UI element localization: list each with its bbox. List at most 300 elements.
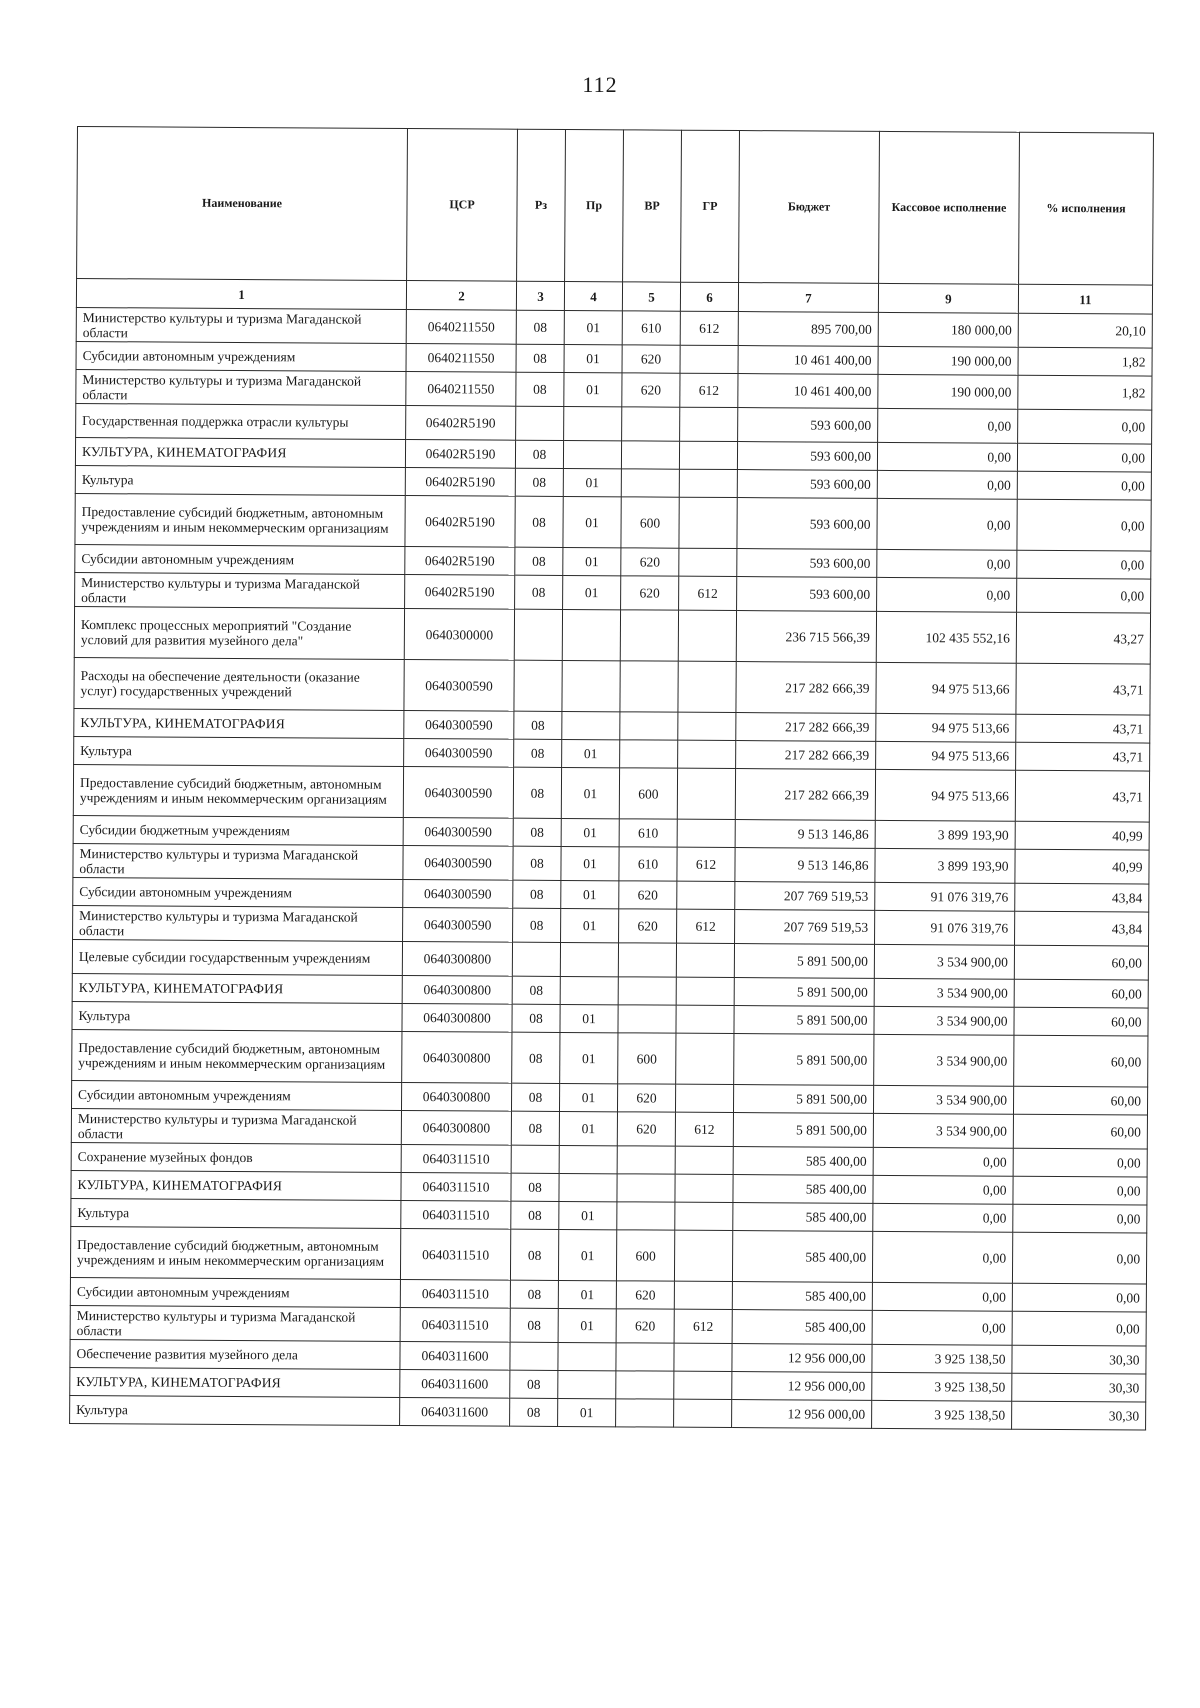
row-cash: 0,00 [873,1147,1013,1176]
row-pct: 1,82 [1018,347,1152,376]
row-rz: 08 [515,440,563,468]
row-budget: 585 400,00 [733,1203,873,1232]
header-name: Наименование [77,127,408,281]
row-name: Обеспечение развития музейного дела [70,1339,400,1369]
row-pr [560,942,618,976]
row-gr [676,1033,734,1084]
header-pct: % исполнения [1019,132,1154,285]
row-csr: 0640311510 [400,1307,510,1342]
row-rz [516,406,564,440]
row-pct: 0,00 [1013,1204,1147,1233]
row-cash: 0,00 [877,577,1017,612]
row-budget: 217 282 666,39 [736,741,876,770]
row-cash: 180 000,00 [878,312,1018,347]
row-csr: 0640300590 [404,660,514,712]
row-rz: 08 [512,1004,560,1032]
row-gr [679,469,737,497]
row-budget: 10 461 400,00 [738,374,878,409]
row-pct: 43,71 [1016,742,1150,771]
row-name: Субсидии автономным учреждениям [76,341,406,371]
row-budget: 217 282 666,39 [735,769,875,821]
row-gr: 612 [680,311,738,345]
row-vr [620,740,678,768]
row-pct: 43,71 [1015,770,1149,822]
row-pr: 01 [558,1229,616,1280]
table-row [72,1029,1148,1087]
row-vr [616,1371,674,1399]
row-gr [675,1084,733,1112]
header-cash: Кассовое исполнение [879,131,1020,284]
row-pr: 01 [561,880,619,908]
row-gr [678,661,736,712]
row-cash: 3 899 193,90 [875,820,1015,849]
row-rz: 08 [512,1032,560,1083]
row-pct: 60,00 [1013,1114,1147,1149]
row-cash: 94 975 513,66 [876,741,1016,770]
row-csr: 0640311600 [400,1369,510,1398]
row-pct: 0,00 [1017,443,1151,472]
row-pct: 43,84 [1015,883,1149,912]
row-pr [559,1173,617,1201]
row-gr [678,712,736,740]
row-name: КУЛЬТУРА, КИНЕМАТОГРАФИЯ [74,708,404,738]
row-cash: 3 925 138,50 [872,1344,1012,1373]
row-pr: 01 [558,1308,616,1342]
row-pct: 40,99 [1015,849,1149,884]
row-vr: 610 [619,819,677,847]
column-number: 6 [680,282,738,311]
row-rz: 08 [510,1308,558,1342]
row-name: Министерство культуры и туризма Магаданской области [71,1108,401,1144]
row-name: Министерство культуры и туризма Магаданской области [73,843,403,879]
row-vr: 620 [622,345,680,373]
table-row [70,1395,1146,1430]
row-pr: 01 [563,468,621,496]
row-name: КУЛЬТУРА, КИНЕМАТОГРАФИЯ [72,973,402,1003]
row-budget: 585 400,00 [732,1231,872,1283]
row-vr [621,469,679,497]
row-pct: 0,00 [1012,1311,1146,1346]
row-budget: 9 513 146,86 [735,820,875,849]
row-name: Государственная поддержка отрасли культуры [76,403,406,439]
row-pr: 01 [561,908,619,942]
row-pct: 43,27 [1016,612,1150,664]
row-cash: 0,00 [872,1231,1012,1283]
row-gr [675,1174,733,1202]
row-budget: 593 600,00 [738,408,878,443]
row-rz: 08 [513,880,561,908]
header-pr: Пр [565,129,624,281]
row-pct: 0,00 [1017,578,1151,613]
row-csr: 0640300590 [403,880,513,909]
table-row [70,1226,1146,1284]
row-budget: 593 600,00 [737,498,877,550]
row-name: Предоставление субсидий бюджетным, автономным учреждениям и иным некоммерческим организациям [75,493,405,546]
row-cash: 102 435 552,16 [876,611,1016,663]
row-rz: 08 [515,575,563,609]
row-pct: 60,00 [1014,945,1148,980]
row-cash: 91 076 319,76 [875,882,1015,911]
row-name: Субсидии автономным учреждениям [70,1277,400,1307]
row-name: Культура [71,1198,401,1228]
row-csr: 0640311510 [400,1228,510,1280]
row-cash: 0,00 [872,1310,1012,1345]
row-gr [678,740,736,768]
row-name: КУЛЬТУРА, КИНЕМАТОГРАФИЯ [75,437,405,467]
row-vr: 620 [616,1309,674,1343]
row-budget: 5 891 500,00 [734,1006,874,1035]
row-name: Субсидии бюджетным учреждениям [73,815,403,845]
row-vr [617,1174,675,1202]
row-name: Предоставление субсидий бюджетным, автономным учреждениям и иным некоммерческим организациям [70,1226,400,1279]
row-rz: 08 [511,1173,559,1201]
row-cash: 0,00 [877,442,1017,471]
row-pct: 60,00 [1013,1086,1147,1115]
row-cash: 0,00 [873,1203,1013,1232]
row-csr: 0640300800 [401,1111,511,1146]
row-gr [675,1146,733,1174]
row-pr: 01 [559,1201,617,1229]
row-cash: 3 534 900,00 [874,944,1014,979]
row-gr [676,943,734,977]
row-vr: 620 [621,548,679,576]
row-pr: 01 [564,344,622,372]
row-cash: 3 534 900,00 [873,1085,1013,1114]
row-gr [680,345,738,373]
row-csr: 0640211550 [406,344,516,373]
table-row [73,764,1149,822]
row-csr: 0640300590 [404,739,514,768]
row-pr [560,976,618,1004]
row-rz: 08 [515,547,563,575]
row-vr [622,407,680,441]
row-csr: 06402R5190 [405,440,515,469]
row-budget: 5 891 500,00 [734,944,874,979]
row-rz: 08 [510,1398,558,1426]
row-cash: 0,00 [877,498,1017,550]
row-name: Культура [74,736,404,766]
header-row [77,127,1154,286]
row-pr: 01 [558,1280,616,1308]
row-budget: 12 956 000,00 [732,1372,872,1401]
row-budget: 5 891 500,00 [733,1085,873,1114]
row-vr: 620 [616,1281,674,1309]
header-budget: Бюджет [739,131,880,284]
row-gr [679,497,737,548]
row-budget: 12 956 000,00 [732,1344,872,1373]
row-vr [617,1146,675,1174]
row-budget: 593 600,00 [737,577,877,612]
row-cash: 94 975 513,66 [876,662,1016,714]
row-pr [559,1145,617,1173]
row-rz: 08 [511,1083,559,1111]
row-cash: 0,00 [872,1282,1012,1311]
row-rz: 08 [511,1201,559,1229]
row-csr: 06402R5190 [405,547,515,576]
row-rz: 08 [513,767,561,818]
row-vr: 600 [618,1033,676,1084]
row-pr: 01 [558,1398,616,1426]
row-name: Культура [72,1001,402,1031]
row-cash: 0,00 [878,408,1018,443]
row-pr: 01 [561,846,619,880]
row-pct: 0,00 [1013,1148,1147,1177]
row-pct: 0,00 [1012,1283,1146,1312]
row-rz: 08 [510,1280,558,1308]
row-vr [616,1343,674,1371]
row-budget: 207 769 519,53 [735,910,875,945]
row-cash: 190 000,00 [878,346,1018,375]
row-rz: 08 [515,468,563,496]
row-cash: 0,00 [877,549,1017,578]
column-number: 9 [878,283,1018,313]
row-pr: 01 [559,1083,617,1111]
row-name: Предоставление субсидий бюджетным, автономным учреждениям и иным некоммерческим организациям [73,764,403,817]
row-budget: 207 769 519,53 [735,882,875,911]
row-budget: 5 891 500,00 [734,978,874,1007]
row-pr: 01 [561,767,619,818]
table-row [74,657,1150,715]
row-csr: 0640311510 [400,1279,510,1308]
row-pct: 43,71 [1016,714,1150,743]
row-rz: 08 [510,1370,558,1398]
row-name: Культура [75,465,405,495]
table-row [75,493,1151,551]
row-pct: 0,00 [1013,1176,1147,1205]
row-pr [563,440,621,468]
row-name: Расходы на обеспечение деятельности (оказание услуг) государственных учреждений [74,657,404,710]
row-vr [620,610,678,661]
row-csr: 06402R5190 [405,496,515,548]
row-name: Министерство культуры и туризма Магаданской области [73,905,403,941]
row-gr [680,407,738,441]
row-csr: 0640311510 [401,1172,511,1201]
row-rz: 08 [516,310,564,344]
row-gr [677,768,735,819]
column-number: 3 [516,281,564,310]
row-rz: 08 [514,711,562,739]
row-vr: 620 [619,909,677,943]
row-vr: 600 [619,768,677,819]
row-vr: 620 [621,576,679,610]
row-cash: 3 925 138,50 [872,1372,1012,1401]
row-gr [677,881,735,909]
row-vr [618,977,676,1005]
row-vr: 600 [616,1230,674,1281]
row-budget: 5 891 500,00 [733,1113,873,1148]
row-vr: 620 [617,1112,675,1146]
row-cash: 3 899 193,90 [875,848,1015,883]
row-csr: 0640300590 [404,711,514,740]
column-number: 2 [406,281,516,311]
row-pr: 01 [564,310,622,344]
row-pr [562,660,620,711]
column-number: 1 [76,279,406,310]
row-name: Министерство культуры и туризма Магаданской области [76,369,406,405]
row-vr: 620 [617,1084,675,1112]
row-csr: 0640300800 [402,942,512,977]
row-budget: 236 715 566,39 [736,611,876,663]
row-pct: 0,00 [1017,471,1151,500]
header-rz: Рз [517,129,566,281]
row-csr: 06402R5190 [406,406,516,441]
row-vr: 610 [622,311,680,345]
row-name: Целевые субсидии государственным учреждениям [72,939,402,975]
row-pr [558,1342,616,1370]
row-pr: 01 [560,1032,618,1083]
row-rz: 08 [510,1229,558,1280]
row-vr: 610 [619,847,677,881]
row-csr: 0640300590 [403,818,513,847]
row-rz: 08 [515,496,563,547]
row-gr [675,1202,733,1230]
row-rz [512,942,560,976]
row-name: Министерство культуры и туризма Магаданской области [70,1305,400,1341]
row-rz [511,1145,559,1173]
row-csr: 0640311600 [400,1397,510,1426]
row-pct: 30,30 [1012,1345,1146,1374]
row-gr [676,1005,734,1033]
row-name: КУЛЬТУРА, КИНЕМАТОГРАФИЯ [71,1170,401,1200]
row-csr: 0640211550 [406,372,516,407]
row-pct: 60,00 [1014,979,1148,1008]
row-vr [620,661,678,712]
row-vr [618,943,676,977]
row-pr: 01 [563,575,621,609]
row-gr [679,548,737,576]
row-name: Предоставление субсидий бюджетным, автономным учреждениям и иным некоммерческим организациям [72,1029,402,1082]
row-gr [674,1230,732,1281]
row-rz: 08 [511,1111,559,1145]
row-gr: 612 [680,373,738,407]
row-rz: 08 [513,908,561,942]
row-pct: 0,00 [1012,1232,1146,1284]
row-vr: 600 [621,497,679,548]
row-name: Субсидии автономным учреждениям [71,1080,401,1110]
row-cash: 3 534 900,00 [874,1006,1014,1035]
row-budget: 895 700,00 [738,312,878,347]
row-gr [676,977,734,1005]
row-gr [674,1343,732,1371]
row-name: Сохранение музейных фондов [71,1142,401,1172]
row-pr: 01 [563,496,621,547]
row-rz [514,660,562,711]
row-vr [618,1005,676,1033]
row-pct: 60,00 [1014,1035,1148,1087]
column-number: 5 [622,282,680,311]
row-pr [558,1370,616,1398]
row-budget: 5 891 500,00 [734,1034,874,1086]
row-name: Культура [70,1395,400,1425]
row-pr: 01 [563,547,621,575]
row-gr [678,610,736,661]
row-cash: 3 534 900,00 [874,1034,1014,1086]
row-budget: 585 400,00 [733,1175,873,1204]
row-cash: 190 000,00 [878,374,1018,409]
row-name: КУЛЬТУРА, КИНЕМАТОГРАФИЯ [70,1367,400,1397]
column-number: 7 [738,283,878,313]
row-csr: 0640311600 [400,1341,510,1370]
row-gr [677,819,735,847]
row-name: Министерство культуры и туризма Магаданской области [76,307,406,343]
row-cash: 3 534 900,00 [873,1113,1013,1148]
row-budget: 217 282 666,39 [736,713,876,742]
row-pct: 60,00 [1014,1007,1148,1036]
row-rz: 08 [516,372,564,406]
row-name: Комплекс процессных мероприятий "Создание условий для развития музейного дела" [74,606,404,659]
row-pr [564,406,622,440]
row-gr [674,1281,732,1309]
row-csr: 0640300800 [402,1004,512,1033]
row-rz [514,609,562,660]
row-budget: 217 282 666,39 [736,662,876,714]
row-csr: 06402R5190 [405,575,515,610]
row-budget: 585 400,00 [733,1147,873,1176]
row-gr [679,441,737,469]
table-body [70,307,1153,1430]
row-name: Субсидии автономным учреждениям [73,877,403,907]
row-csr: 0640300000 [404,609,514,661]
row-csr: 0640300800 [402,976,512,1005]
row-budget: 9 513 146,86 [735,848,875,883]
row-rz [510,1342,558,1370]
row-rz: 08 [512,976,560,1004]
row-gr: 612 [677,847,735,881]
row-pr: 01 [559,1111,617,1145]
row-pr: 01 [564,372,622,406]
row-budget: 10 461 400,00 [738,346,878,375]
row-cash: 3 534 900,00 [874,978,1014,1007]
row-cash: 94 975 513,66 [875,769,1015,821]
row-pct: 30,30 [1012,1373,1146,1402]
row-vr [616,1399,674,1427]
row-csr: 0640300590 [403,908,513,943]
row-vr [621,441,679,469]
row-pct: 30,30 [1012,1401,1146,1430]
row-csr: 0640300800 [401,1083,511,1112]
row-csr: 0640211550 [406,310,516,345]
row-pr [562,711,620,739]
row-cash: 94 975 513,66 [876,713,1016,742]
row-cash: 0,00 [873,1175,1013,1204]
row-csr: 0640300800 [402,1032,512,1084]
row-pct: 43,71 [1016,663,1150,715]
row-vr [617,1202,675,1230]
row-budget: 593 600,00 [737,470,877,499]
row-rz: 08 [514,739,562,767]
row-rz: 08 [513,818,561,846]
row-rz: 08 [513,846,561,880]
row-name: Министерство культуры и туризма Магаданской области [75,572,405,608]
row-pct: 0,00 [1018,409,1152,444]
row-pr [562,609,620,660]
row-gr: 612 [679,576,737,610]
row-pct: 43,84 [1015,911,1149,946]
row-pr: 01 [560,1004,618,1032]
row-gr [674,1371,732,1399]
row-vr: 620 [622,373,680,407]
row-csr: 0640300590 [403,767,513,819]
row-pct: 0,00 [1017,499,1151,551]
row-vr [620,712,678,740]
row-csr: 0640311510 [401,1144,511,1173]
budget-execution-table [69,126,1154,1431]
row-rz: 08 [516,344,564,372]
header-vr: ВР [623,130,682,282]
row-gr: 612 [677,909,735,943]
row-gr: 612 [674,1309,732,1343]
row-cash: 91 076 319,76 [875,910,1015,945]
